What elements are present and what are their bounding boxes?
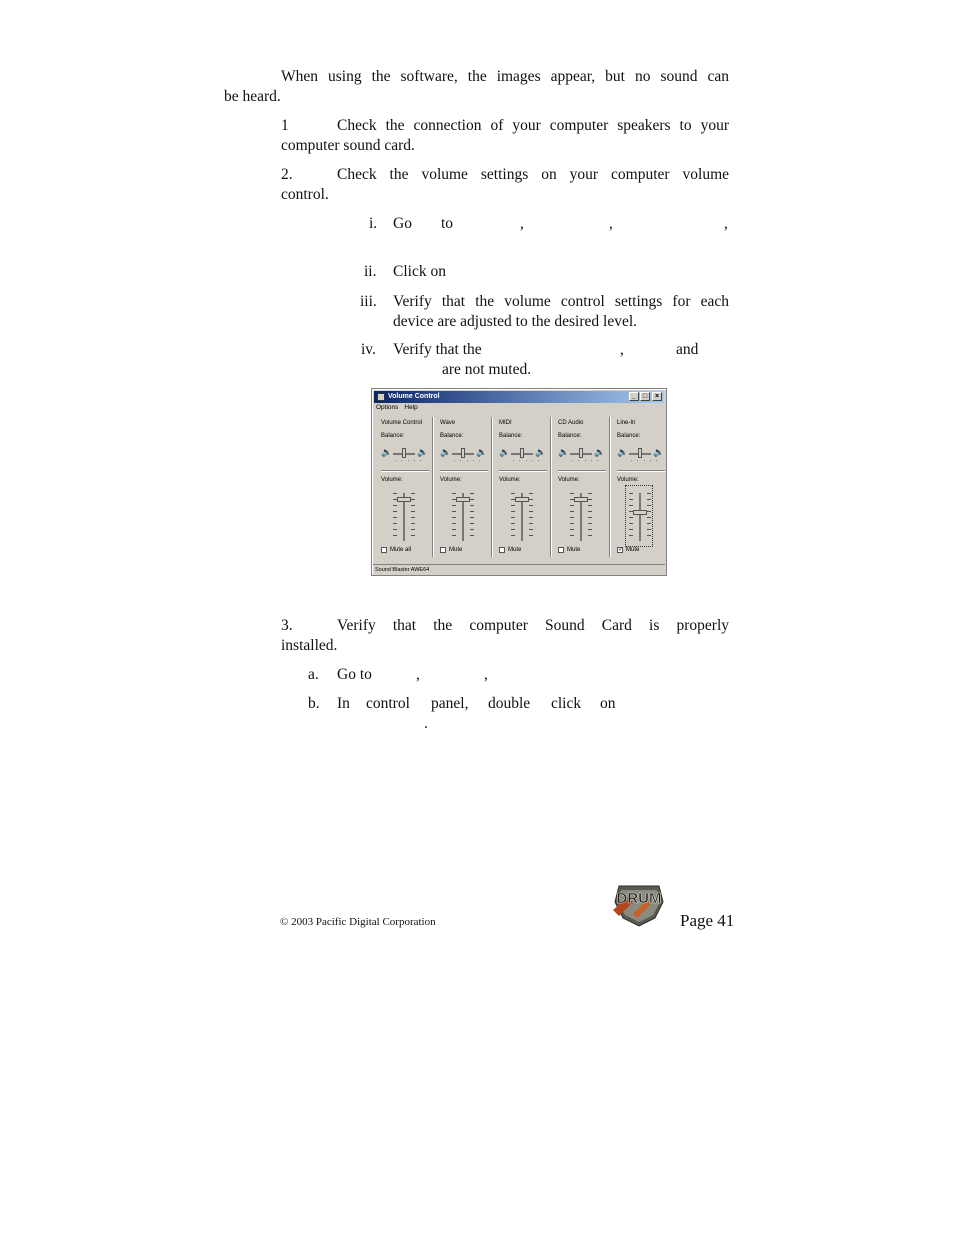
substep-b-word-control: control [366, 695, 410, 712]
volume-label: Volume: [440, 477, 462, 483]
speaker-right-icon: 🔈 [653, 447, 665, 457]
window-title-bar [374, 391, 664, 403]
page-number: Page 41 [680, 911, 735, 930]
step-1-number: 1 [281, 117, 289, 134]
substep-b-number: b. [308, 695, 320, 712]
speaker-right-icon: 🔈 [476, 447, 488, 457]
speaker-right-icon: 🔈 [535, 447, 547, 457]
window-menu-bar [376, 404, 424, 411]
speaker-left-icon: 🔈 [381, 447, 393, 457]
volume-label: Volume: [558, 477, 580, 483]
checkbox-box[interactable] [499, 547, 505, 553]
substep-a-comma-1: , [416, 666, 420, 683]
volume-ticks-right [647, 493, 651, 541]
checkbox-box[interactable] [440, 547, 446, 553]
drum-logo [611, 880, 667, 928]
balance-label: Balance: [440, 433, 464, 439]
mute-checkbox[interactable] [617, 547, 639, 554]
substep-i-word-go: Go [393, 215, 412, 232]
substep-iv-comma: , [620, 341, 624, 358]
balance-label: Balance: [617, 433, 641, 439]
volume-label: Volume: [381, 477, 403, 483]
substep-iv-number: iv. [361, 341, 376, 358]
checkbox-box[interactable] [381, 547, 387, 553]
speaker-left-icon: 🔈 [440, 447, 452, 457]
step-2-line-2: control. [281, 186, 329, 203]
logo-text: DRUM [616, 890, 662, 907]
substep-a-text: Go to [337, 666, 372, 683]
substep-i-comma-1: , [520, 215, 524, 232]
volume-ticks-right [411, 493, 415, 541]
mute-checkbox[interactable] [381, 547, 411, 554]
channel-name: Volume Control [381, 420, 423, 426]
step-3-line-1: Verify that the computer Sound Card is properly [337, 617, 729, 634]
mute-checkbox[interactable] [558, 547, 580, 554]
volume-ticks-right [588, 493, 592, 541]
mute-label: Mute [567, 547, 581, 553]
balance-slider[interactable] [638, 448, 642, 458]
menu-options[interactable]: Options [376, 404, 399, 411]
substep-iii-number: iii. [360, 293, 377, 310]
substep-i-comma-2: , [609, 215, 613, 232]
balance-ticks: ' ' ' ' ' [513, 460, 542, 466]
substep-a-number: a. [308, 666, 319, 683]
volume-track [639, 493, 641, 541]
balance-ticks: ' ' ' ' ' [395, 460, 424, 466]
channel-wave [434, 417, 492, 559]
channel-name: CD Audio [558, 420, 584, 426]
step-2-line-1: Check the volume settings on your computer volume [337, 166, 729, 183]
channel-separator [550, 417, 551, 557]
substep-a-comma-2: , [484, 666, 488, 683]
intro-line-2: be heard. [224, 88, 281, 105]
balance-ticks: ' ' ' ' ' [572, 460, 601, 466]
volume-ticks-left [629, 493, 633, 541]
balance-label: Balance: [499, 433, 523, 439]
balance-label: Balance: [558, 433, 582, 439]
balance-slider[interactable] [402, 448, 406, 458]
volume-slider[interactable] [633, 510, 647, 515]
balance-ticks: ' ' ' ' ' [454, 460, 483, 466]
channel-separator [609, 417, 610, 557]
channel-separator [432, 417, 433, 557]
substep-b-word-double: double [488, 695, 531, 712]
channel-separator [491, 417, 492, 557]
step-3-line-2: installed. [281, 637, 338, 654]
channel-name: MIDI [499, 420, 512, 426]
substep-b-word-in: In [337, 695, 350, 712]
section-divider [381, 470, 429, 471]
volume-slider[interactable] [574, 497, 588, 502]
substep-iv-lead: Verify that the [393, 341, 482, 358]
substep-b-word-panel: panel, [431, 695, 469, 712]
substep-iii-line-1: Verify that the volume control settings for each [393, 293, 729, 310]
maximize-button[interactable]: □ [640, 392, 650, 401]
volume-label: Volume: [499, 477, 521, 483]
close-button[interactable]: × [652, 392, 662, 401]
speaker-left-icon: 🔈 [617, 447, 629, 457]
mute-label: Mute [508, 547, 522, 553]
substep-i-number: i. [369, 215, 378, 232]
checkbox-box[interactable]: ✓ [618, 547, 624, 553]
speaker-left-icon: 🔈 [558, 447, 570, 457]
balance-ticks: ' ' ' ' ' [631, 460, 660, 466]
channel-name: Line-In [617, 420, 636, 426]
mute-checkbox[interactable] [499, 547, 521, 554]
intro-line-1: When using the software, the images appear, but no sound can [281, 68, 729, 85]
substep-b-word-click: click [551, 695, 582, 712]
volume-app-icon [377, 393, 385, 401]
channel-cd-audio [552, 417, 610, 559]
substep-iv-and: and [676, 341, 699, 358]
speaker-right-icon: 🔈 [594, 447, 606, 457]
volume-ticks-right [470, 493, 474, 541]
volume-slider[interactable] [515, 497, 529, 502]
step-1-line-1: Check the connection of your computer speakers to your [337, 117, 729, 134]
substep-ii-number: ii. [364, 263, 377, 280]
speaker-left-icon: 🔈 [499, 447, 511, 457]
volume-label: Volume: [617, 477, 639, 483]
menu-help[interactable]: Help [404, 404, 418, 411]
substep-iii-line-2: device are adjusted to the desired level. [393, 313, 638, 330]
volume-slider[interactable] [456, 497, 470, 502]
footer-copyright: © 2003 Pacific Digital Corporation [280, 916, 436, 928]
balance-label: Balance: [381, 433, 405, 439]
section-divider [440, 470, 488, 471]
substep-b-line-2: . [424, 715, 428, 732]
volume-slider[interactable] [397, 497, 411, 502]
balance-slider[interactable] [579, 448, 583, 458]
channel-line-in [611, 417, 669, 559]
volume-ticks-right [529, 493, 533, 541]
minimize-button[interactable]: _ [629, 392, 639, 401]
step-1-line-2: computer sound card. [281, 137, 415, 154]
section-divider [558, 470, 606, 471]
substep-iv-line-2: are not muted. [442, 361, 532, 378]
step-3-number: 3. [281, 617, 293, 634]
channel-volume-control [375, 417, 433, 559]
drum-logo-graphic [611, 880, 667, 928]
mute-label: Mute [626, 547, 640, 553]
checkbox-box[interactable] [558, 547, 564, 553]
step-2-number: 2. [281, 166, 293, 183]
substep-i-comma-3: , [724, 215, 728, 232]
substep-ii-text: Click on [393, 263, 446, 280]
speaker-right-icon: 🔈 [417, 447, 429, 457]
mute-checkbox[interactable] [440, 547, 462, 554]
substep-b-word-on: on [600, 695, 616, 712]
status-bar: Sound Blaster AWE64 [373, 564, 665, 574]
channel-midi [493, 417, 551, 559]
volume-control-window [371, 388, 667, 576]
balance-slider[interactable] [461, 448, 465, 458]
window-title: Volume Control [388, 393, 440, 400]
channel-name: Wave [440, 420, 456, 426]
section-divider [499, 470, 547, 471]
mute-label: Mute all [390, 547, 412, 553]
balance-slider[interactable] [520, 448, 524, 458]
mute-label: Mute [449, 547, 463, 553]
substep-i-word-to: to [441, 215, 454, 232]
section-divider [617, 470, 665, 471]
